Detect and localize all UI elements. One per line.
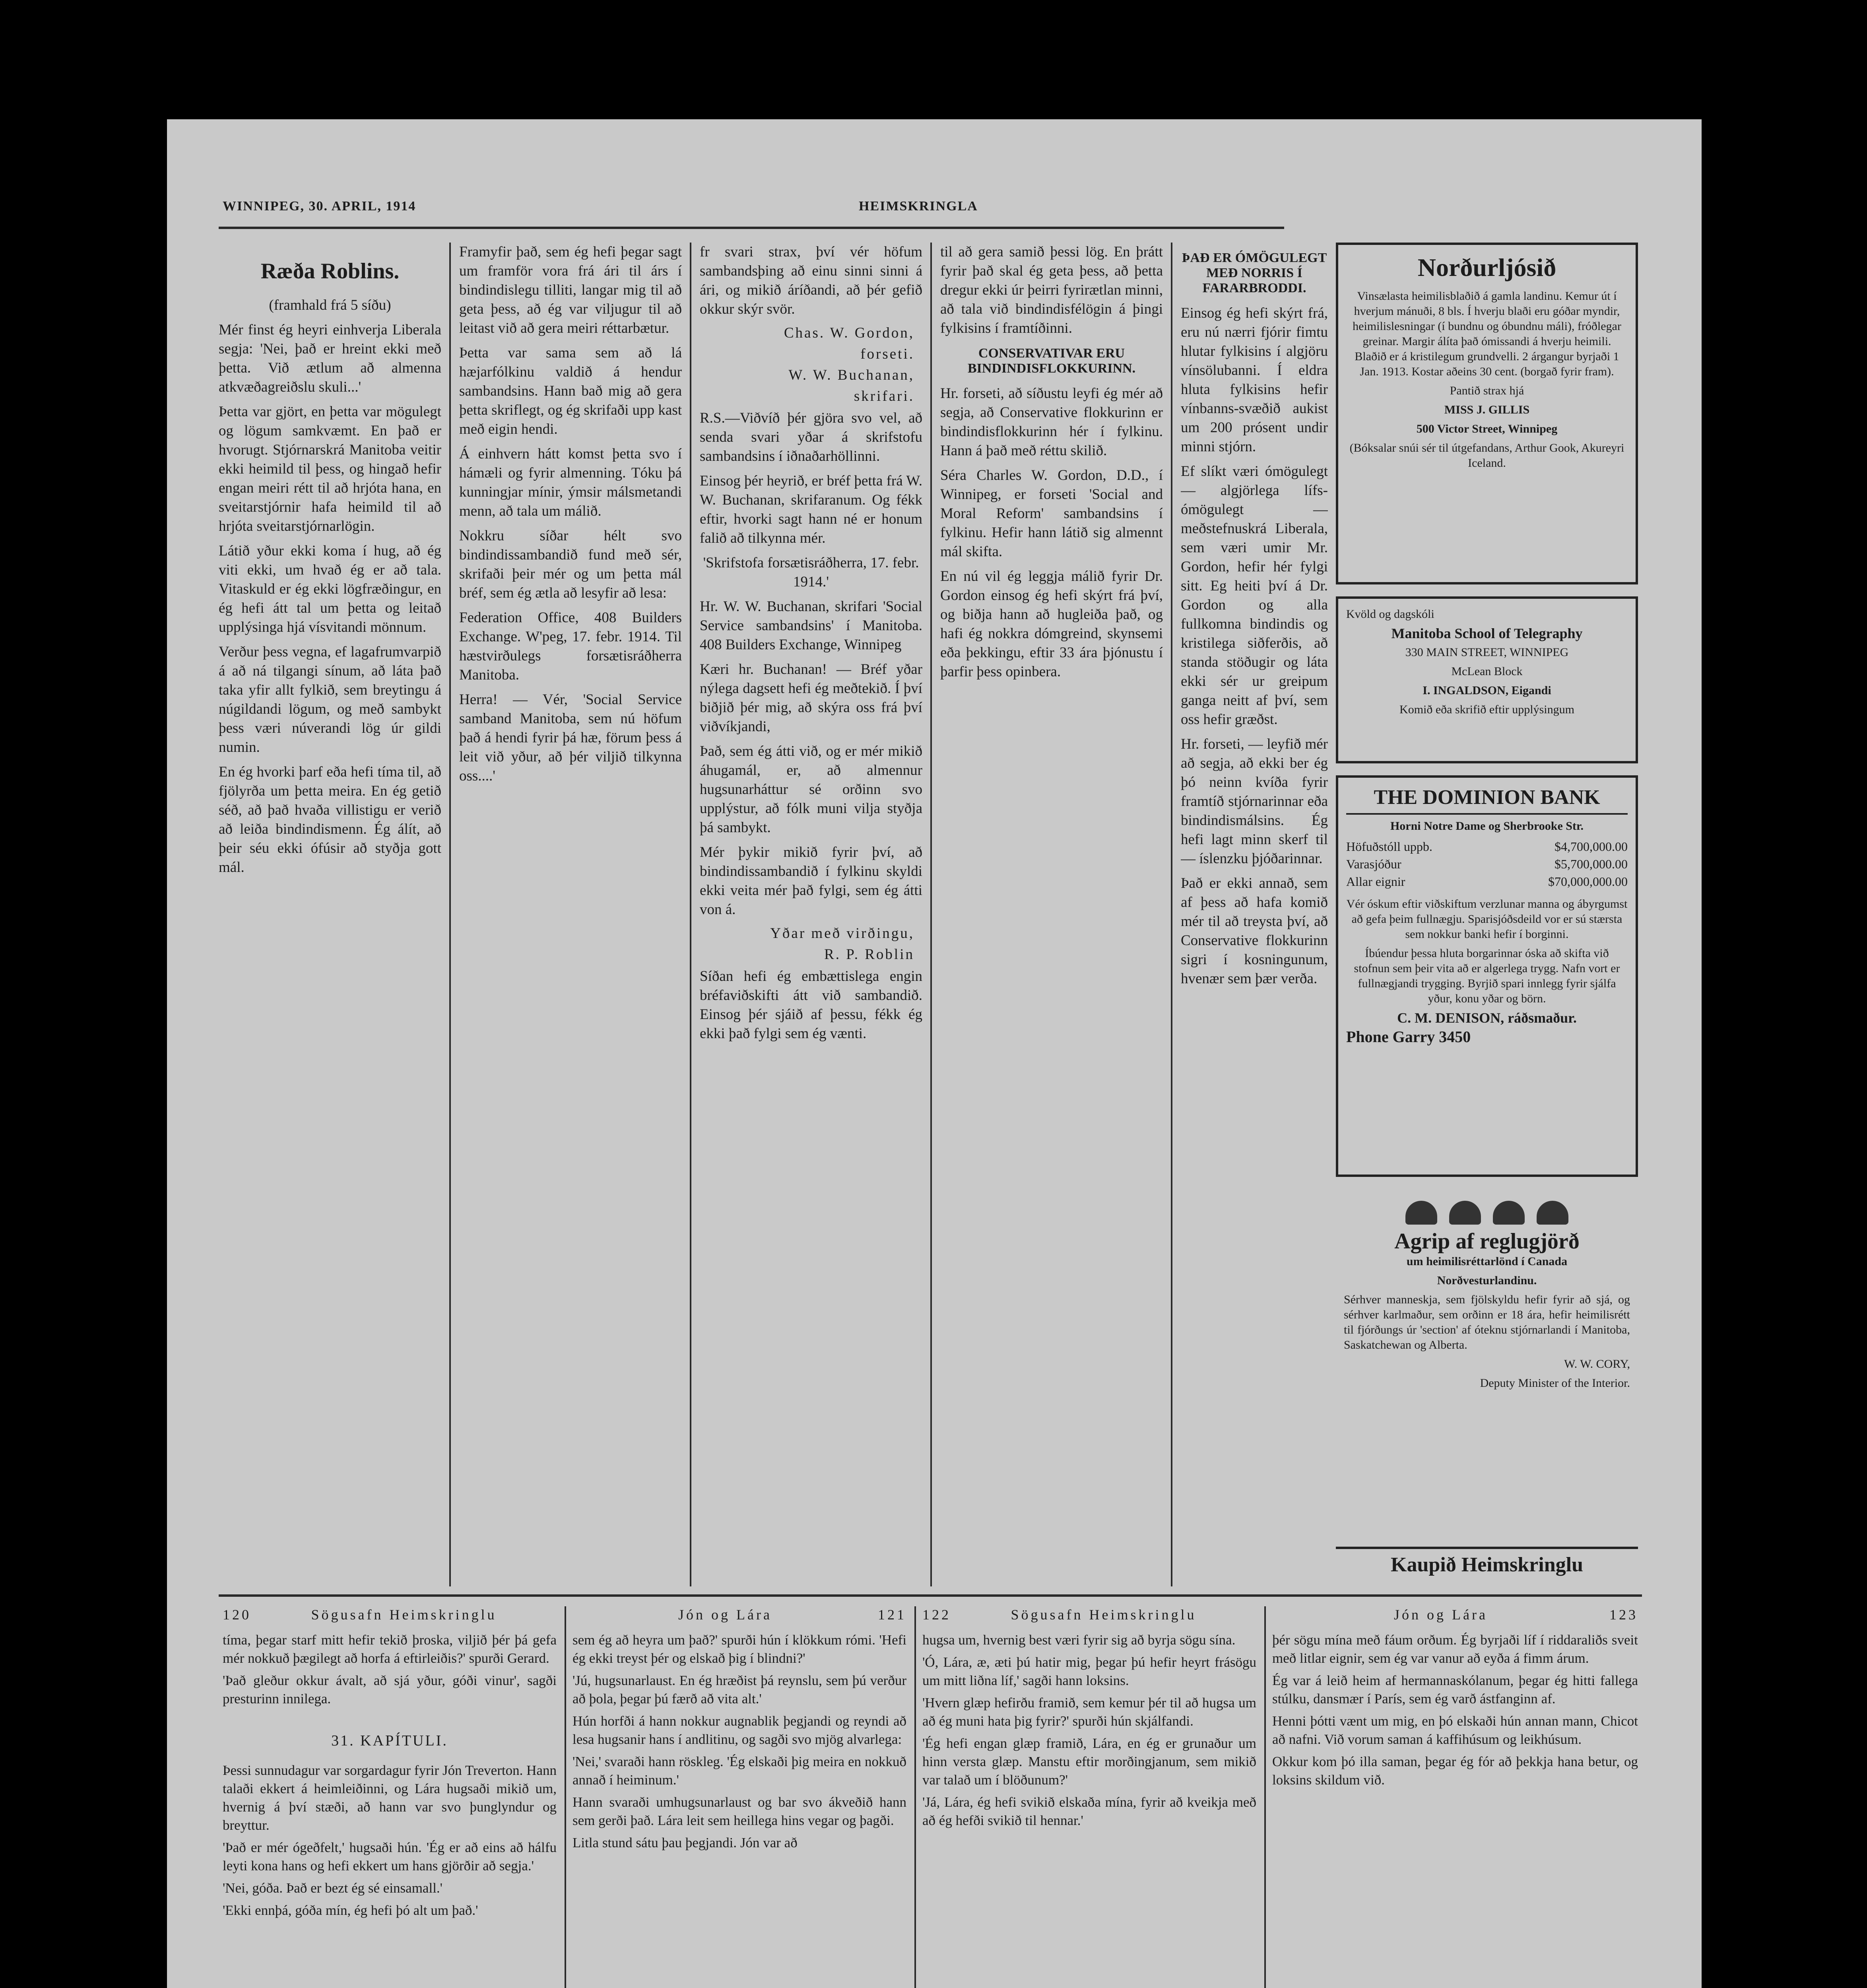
ad-address: 330 MAIN STREET, WINNIPEG: [1405, 646, 1569, 659]
paragraph: Verður þess vegna, ef lagafrumvarpið á að ná tilgangi sínum, að láta það taka yfir allt fylkið, sem breytingu á núgildandi lögum, og með sambykt þess væri núverandi lög úr gildi numin.: [219, 644, 441, 755]
serial-title: Jón og Lára: [678, 1607, 772, 1623]
paragraph: 'Nei,' svaraði hann röskleg. 'Ég elskaði þig meira en nokkuð annað í heiminum.': [573, 1754, 906, 1788]
paragraph: 'Ekki ennþá, góða mín, ég hefi þó alt um það.': [223, 1903, 478, 1918]
paragraph: En nú vil ég leggja málið fyrir Dr. Gordon einsog ég hefi skýrt frá því, og biðja hann að hugleiða það, og hafi ég nokkra dómgreind, skynsemi eða þekkingu, eftir 33 ára þjónustu í þarfir þess opinbera.: [940, 568, 1163, 680]
newspaper-page: [167, 119, 1702, 1988]
bank-row: [1346, 873, 1628, 890]
serial-title: Jón og Lára: [1394, 1607, 1488, 1623]
bank-row: [1346, 838, 1628, 855]
chapter-heading: 31. KAPÍTULI.: [331, 1732, 448, 1749]
page-number: 121: [877, 1607, 906, 1623]
paragraph: Einsog ég hefi skýrt frá, eru nú nærri fjórir fimtu hlutar fylkisins í algjöru vínsölubanni. Í eldra hluta fylkisins hefir vínbanns-svæðið aukist um 200 prósent undir minni stjórn.: [1181, 305, 1328, 455]
dateline: WINNIPEG, 30. APRIL, 1914: [223, 199, 416, 214]
page-number: 123: [1609, 1607, 1638, 1623]
page-number: 122: [922, 1607, 951, 1623]
bank-manager: C. M. DENISON, ráðsmaður.: [1397, 1010, 1577, 1026]
column-rule: [690, 243, 691, 1586]
ad-dominion-bank: [1336, 775, 1638, 1177]
paragraph: Ef slíkt væri ómögulegt — algjörlega lífs-ómögulegt — meðstefnuskrá Liberala, sem væri umir Mr. Gordon, hefir hér fylgi sitt. Eg heiti því á Dr. Gordon og alla fullkomna bindindis og kristilega siðferðis, að standa stöðugir og láta ekki sér ur greipum ganga neitt af því, sem oss hefir græðst.: [1181, 463, 1328, 728]
paragraph: Á einhvern hátt komst þetta svo í hámæli og fyrir almenning. Tóku þá kunningjar mínir, ýmsir málsmetandi menn, að tala um málið.: [459, 446, 682, 519]
serial-title: Sögusafn Heimskringlu: [311, 1607, 497, 1623]
column-5: [1181, 243, 1328, 1586]
paragraph: Þetta var sama sem að lá hæjarfólkinu valdið á hendur sambandsins. Hann bað mig að gera þetta skriflegt, og ég skrifaði upp kast með eigin hendi.: [459, 345, 682, 437]
ad-subtitle: um heimilisréttarlönd í Canada: [1406, 1255, 1568, 1268]
ad-line: Kvöld og dagskóli: [1346, 608, 1434, 621]
paragraph: Þetta var gjört, en þetta var mögulegt og lögum samkvæmt. En það er hvorugt. Stjórnarskrá Manitoba veitir ekki heimild til þess, og hingað hefir engan meiri rétt til að hrjóta hana, en sveitarstjórnir hafa heimild til að hrjóta sveitarstjórnarlögin.: [219, 404, 441, 534]
signature: Chas. W. Gordon,: [784, 325, 914, 341]
ad-note: (Bóksalar snúi sér til útgefandans, Arthur Gook, Akureyri Iceland.: [1349, 441, 1624, 470]
bank-row-label: Varasjóður: [1346, 857, 1401, 871]
paragraph: 'Hvern glæp hefirðu framið, sem kemur þér til að hugsa um að ég muni hata þig fyrir?' spurði hún skjálfandi.: [922, 1695, 1256, 1729]
paragraph: Hann svaraði umhugsunarlaust og bar svo ákveðið hann sem gerði það. Lára leit sem heillega hins vegar og þagði.: [573, 1794, 906, 1828]
paragraph: Einsog þér heyrið, er bréf þetta frá W. W. Buchanan, skrifaranum. Og fékk eftir, hvorki sagt hann né er honum falið að tilkynna mér.: [700, 473, 922, 546]
paragraph: fr svari strax, því vér höfum sambandsþing að einu sinni sinni á ári, og mikið áríðandi, að þér gefið okkur skýr svör.: [700, 244, 922, 317]
column-2: [459, 243, 682, 1586]
ad-region: Norðvesturlandinu.: [1437, 1274, 1537, 1287]
ad-kaupid: [1336, 1547, 1638, 1586]
column-rule: [930, 243, 932, 1586]
bank-row-value: $70,000,000.00: [1548, 874, 1628, 889]
paragraph: 'Ó, Lára, æ, æti þú hatir mig, þegar þú hefir heyrt frásögu um mitt liðna líf,' sagði hann loksins.: [922, 1654, 1256, 1688]
bank-row: [1346, 855, 1628, 873]
paragraph: 'Ég hefi engan glæp framið, Lára, en ég er grunaður um hinn versta glæp. Manstu eftir morðingjanum, sem mikið var talað um í blöðunum?': [922, 1736, 1256, 1788]
ad-agent: MISS J. GILLIS: [1444, 403, 1530, 416]
paragraph: til að gera samið þessi lög. En þrátt fyrir það skal ég geta þess, að þetta dregur ekki úr þeirri fyrirætlan minni, að tala við bindindisfélögin á þingi fylkisins í framtíðinni.: [940, 244, 1163, 336]
paragraph: 'Það er mér ógeðfelt,' hugsaði hún. 'Ég er að eins að hálfu leyti kona hans og hefi ekkert um hans gjörðir að segja.': [223, 1840, 557, 1873]
closing-signature: R. P. Roblin: [824, 946, 914, 963]
paragraph: Séra Charles W. Gordon, D.D., í Winnipeg, er forseti 'Social and Moral Reform' sambandsins í fylkinu. Hefir hann látið sig almennt mál skifta.: [940, 467, 1163, 560]
paragraph: Hún horfði á hann nokkur augnablik þegjandi og reyndi að lesa hugsanir hans í andlitinu, og sagði svo mjög alvarlega:: [573, 1713, 906, 1747]
paragraph: 'Það gleður okkur ávalt, að sjá yður, góði vinur', sagði presturinn innilega.: [223, 1673, 557, 1706]
bank-row-value: $4,700,000.00: [1555, 839, 1628, 854]
ad-owner: I. INGALDSON, Eigandi: [1423, 684, 1551, 697]
serial-page-header: [922, 1606, 1256, 1623]
lower-column-rule: [565, 1606, 566, 1988]
paragraph: 'Nei, góða. Það er bezt ég sé einsamall.': [223, 1880, 442, 1896]
ad-body: Sérhver manneskja, sem fjölskyldu hefir fyrir að sjá, og sérhver karlmaður, sem orðinn er 18 ára, hefir heimilisrétt til fjórðungs úr 'section' af óteknu stjórnarlandi í Manitoba, Saskatchewan og Alberta.: [1344, 1293, 1630, 1351]
masthead: HEIMSKRINGLA: [859, 199, 978, 214]
bank-body: Vér óskum eftir viðskiftum verzlunar manna og ábyrgumst að gefa þeim fullnægju. Sparisjóðsdeild vor er sú stærsta sem nokkur banki hefir í borginni.: [1346, 897, 1628, 941]
paragraph: hugsa um, hvernig best væri fyrir sig að byrja sögu sína.: [922, 1632, 1236, 1648]
ad-note: Komið eða skrifið eftir upplýsingum: [1399, 703, 1574, 716]
paragraph: En ég hvorki þarf eða hefi tíma til, að fjölyrða um þetta meira. En ég getið séð, að það hvaða villistigu er verið að leiða bindindismenn. Ég álít, að þeir séu ekki ófúsir að styðja gott mál.: [219, 764, 441, 876]
paragraph: Framyfir það, sem ég hefi þegar sagt um framför vora frá ári til árs í bindindislegu tilliti, langar mig til að geta þess, að ég var viljugur til að leitast við að gera meiri réttarbætur.: [459, 244, 682, 336]
page-number: 120: [223, 1607, 251, 1623]
crest-emblem: [1344, 1201, 1630, 1225]
continued-note: (framhald frá 5 síðu): [269, 297, 391, 313]
header-rule: [219, 227, 1284, 229]
bank-row-value: $5,700,000.00: [1555, 857, 1628, 871]
ad-title: Norðurljósið: [1417, 253, 1556, 282]
paragraph: Litla stund sátu þau þegjandi. Jón var að: [573, 1835, 798, 1850]
ad-signer: W. W. CORY,: [1564, 1357, 1630, 1371]
bank-body: Íbúendur þessa hluta borgarinnar óska að skifta við stofnun sem þeir vita að er algerlega trygg. Nafn vort er fullnægjandi trygging. Byrjið spari innlegg fyrir sjálfa yður, konu yðar og börn.: [1354, 947, 1620, 1005]
section-heading: ÞAÐ ER ÓMÖGULEGT MEÐ NORRIS Í FARARBRODDI.: [1182, 250, 1327, 295]
paragraph: Mér þykir mikið fyrir því, að bindindissambandið í fylkinu skyldi ekki veita mér það fylgi, sem ég átti von á.: [700, 844, 922, 918]
ad-telegraph-school: [1336, 596, 1638, 763]
serial-page-121: [573, 1606, 906, 1988]
serial-page-header: [223, 1606, 557, 1623]
paragraph: Herra! — Vér, 'Social Service samband Manitoba, sem nú höfum það á hendi fyrir þá hæ, förum þess á leit við yður, að þér viljið tilkynna oss....': [459, 691, 682, 784]
paragraph: Síðan hefi ég embættislega engin bréfaviðskifti átt við sambandið. Einsog þér sjáið af þessu, fékk ég ekki það fylgi sem ég vænti.: [700, 968, 922, 1042]
letter-place: 'Skrifstofa forsætisráðherra, 17. febr. 1914.': [703, 555, 919, 590]
bank-branch: Horni Notre Dame og Sherbrooke Str.: [1390, 819, 1584, 833]
serial-title: Sögusafn Heimskringlu: [1011, 1607, 1197, 1623]
paragraph: Hr. forseti, — leyfið mér að segja, að ekki ber ég þó neinn kvíða fyrir framtíð stjórnarinnar eða bindindismálsins. Ég hefi lagt minn skerf til — íslenzku þjóðarinnar.: [1181, 736, 1328, 867]
paragraph: Það, sem ég átti við, og er mér mikið áhugamál, er, að almennur hugsunarháttur sé orðinn svo upplýstur, að fólk muni vilja styðja þá sambykt.: [700, 743, 922, 836]
closing: Yðar með virðingu,: [770, 925, 914, 942]
lower-column-rule: [914, 1606, 916, 1988]
column-1: [219, 243, 441, 1586]
bank-row-label: Allar eignir: [1346, 874, 1405, 889]
column-4: [940, 243, 1163, 1586]
ad-body: Vinsælasta heimilisblaðið á gamla landinu. Kemur út í hverjum mánuði, 8 bls. Í hverju blaði eru góðar myndir, heimilislesningar (í bundnu og óbundnu máli), fróðlegar greinar. Margir álíta það ómissandi á hverju heimili. Blaðið er á kristilegum grundvelli. 2 árgangur byrjaði 1 Jan. 1913. Kostar aðeins 30 cent. (borgað fyrir fram).: [1353, 289, 1621, 378]
ad-nordurljosid: [1336, 243, 1638, 584]
lower-column-rule: [1264, 1606, 1266, 1988]
column-rule: [1171, 243, 1172, 1586]
paragraph: Henni þótti vænt um mig, en þó elskaði hún annan mann, Chicot að nafni. Við vorum saman á kaffihúsum og leikhúsum.: [1272, 1713, 1638, 1747]
bank-phone: Phone Garry 3450: [1346, 1028, 1471, 1046]
column-rule: [449, 243, 451, 1586]
paragraph: sem ég að heyra um það?' spurði hún í klökkum rómi. 'Hefi ég ekki treyst þér og elskað þig í blindni?': [573, 1632, 906, 1666]
paragraph: Nokkru síðar hélt svo bindindissambandið fund með sér, skrifaði þeir mér og um þetta mál bréf, sem ég ætla að lesyfir að lesa:: [459, 528, 682, 601]
paragraph: Látið yður ekki koma í hug, að ég viti ekki, um hvað ég er að tala. Vitaskuld er ég ekki lögfræðingur, en ég hefi átt tal um þetta og leitað upplýsinga hjá vísvitandi mönnum.: [219, 543, 441, 635]
serial-page-header: [573, 1606, 906, 1623]
serial-page-123: [1272, 1606, 1638, 1988]
paragraph: 'Jú, hugsunarlaust. En ég hræðist þá reynslu, sem þú verður að þola, þegar þú færð að vita alt.': [573, 1673, 906, 1706]
serial-page-122: [922, 1606, 1256, 1988]
paragraph: tíma, þegar starf mitt hefir tekið þroska, viljið þér þá gefa mér nokkuð þægilegt að horfa á eftirleiðis?' spurði Gerard.: [223, 1632, 557, 1666]
letter-address: Hr. W. W. Buchanan, skrifari 'Social Service sambandsins' í Manitoba. 408 Builders Exchange, Winnipeg: [700, 598, 922, 653]
signature: W. W. Buchanan,: [788, 367, 914, 383]
bank-name: THE DOMINION BANK: [1346, 786, 1628, 815]
paragraph: þér sögu mína með fáum orðum. Ég byrjaði líf í riddaraliðs sveit með litlar eignir, sem ég var vanur að eyða á fimm árum.: [1272, 1632, 1638, 1666]
paragraph: Þessi sunnudagur var sorgardagur fyrir Jón Treverton. Hann talaði ekkert á heimleiðinni, og Lára hugsaði mikið um, hvernig á því stæði, að hann var svo þunglyndur og breyttur.: [223, 1763, 557, 1833]
ad-homestead-regulations: [1336, 1189, 1638, 1539]
kaupid-heimskringlu: Kaupið Heimskringlu: [1391, 1553, 1583, 1576]
ad-address: 500 Victor Street, Winnipeg: [1416, 422, 1558, 435]
section-heading: CONSERVATIVAR ERU BINDINDISFLOKKURINN.: [967, 346, 1136, 376]
fold-rule: [219, 1594, 1642, 1597]
paragraph: Hr. forseti, að síðustu leyfi ég mér að segja, að Conservative flokkurinn er bindindisflokkurinn hér í fylkinu. Hann á það með réttu skilið.: [940, 385, 1163, 459]
column-3: [700, 243, 922, 1586]
signature-title: forseti.: [860, 346, 914, 362]
paragraph: Mér finst ég heyri einhverja Liberala segja: 'Nei, það er hreint ekki með þetta. Við ætlum að almenna atkvæðagreiðslu skuli...': [219, 322, 441, 395]
ad-title: Agrip af reglugjörð: [1394, 1229, 1580, 1254]
ad-title: Manitoba School of Telegraphy: [1391, 625, 1583, 641]
paragraph: Það er ekki annað, sem af þess að hafa komið mér til að treysta því, að Conservative flokkurinn sigri í kosningunum, hvenær sem þær verða.: [1181, 875, 1328, 987]
ad-order: Pantið strax hjá: [1450, 384, 1524, 397]
paragraph: Ég var á leið heim af hermannaskólanum, þegar ég hitti fallega stúlku, dansmær í París, sem ég varð ástfanginn af.: [1272, 1673, 1638, 1706]
bank-row-label: Höfuðstóll uppb.: [1346, 839, 1432, 854]
ad-signer-title: Deputy Minister of the Interior.: [1480, 1376, 1630, 1390]
letter-header: Federation Office, 408 Builders Exchange. W'peg, 17. febr. 1914. Til hæstvirðulegs forsætisráðherra Manitoba.: [459, 610, 682, 683]
article-headline: Ræða Roblins.: [260, 259, 400, 283]
paragraph: Kæri hr. Buchanan! — Bréf yðar nýlega dagsett hefi ég meðtekið. Í því biðjið þér mig, að skýra oss frá því viðvíkjandi,: [700, 661, 922, 735]
ad-block: McLean Block: [1451, 665, 1523, 678]
serial-page-120: [223, 1606, 557, 1988]
page-header: [215, 195, 1654, 219]
signature-title: skrifari.: [854, 388, 914, 404]
paragraph: Okkur kom þó illa saman, þegar ég fór að þekkja hana betur, og loksins skildum við.: [1272, 1754, 1638, 1788]
paragraph: 'Já, Lára, ég hefi svikið elskaða mína, fyrir að kveikja með að ég hefði svikið til hennar.': [922, 1794, 1256, 1828]
serial-page-header: [1272, 1606, 1638, 1623]
postscript: R.S.—Viðvíð þér gjöra svo vel, að senda svari yðar á skrifstofu sambandsins í iðnaðarhöllinni.: [700, 410, 922, 464]
